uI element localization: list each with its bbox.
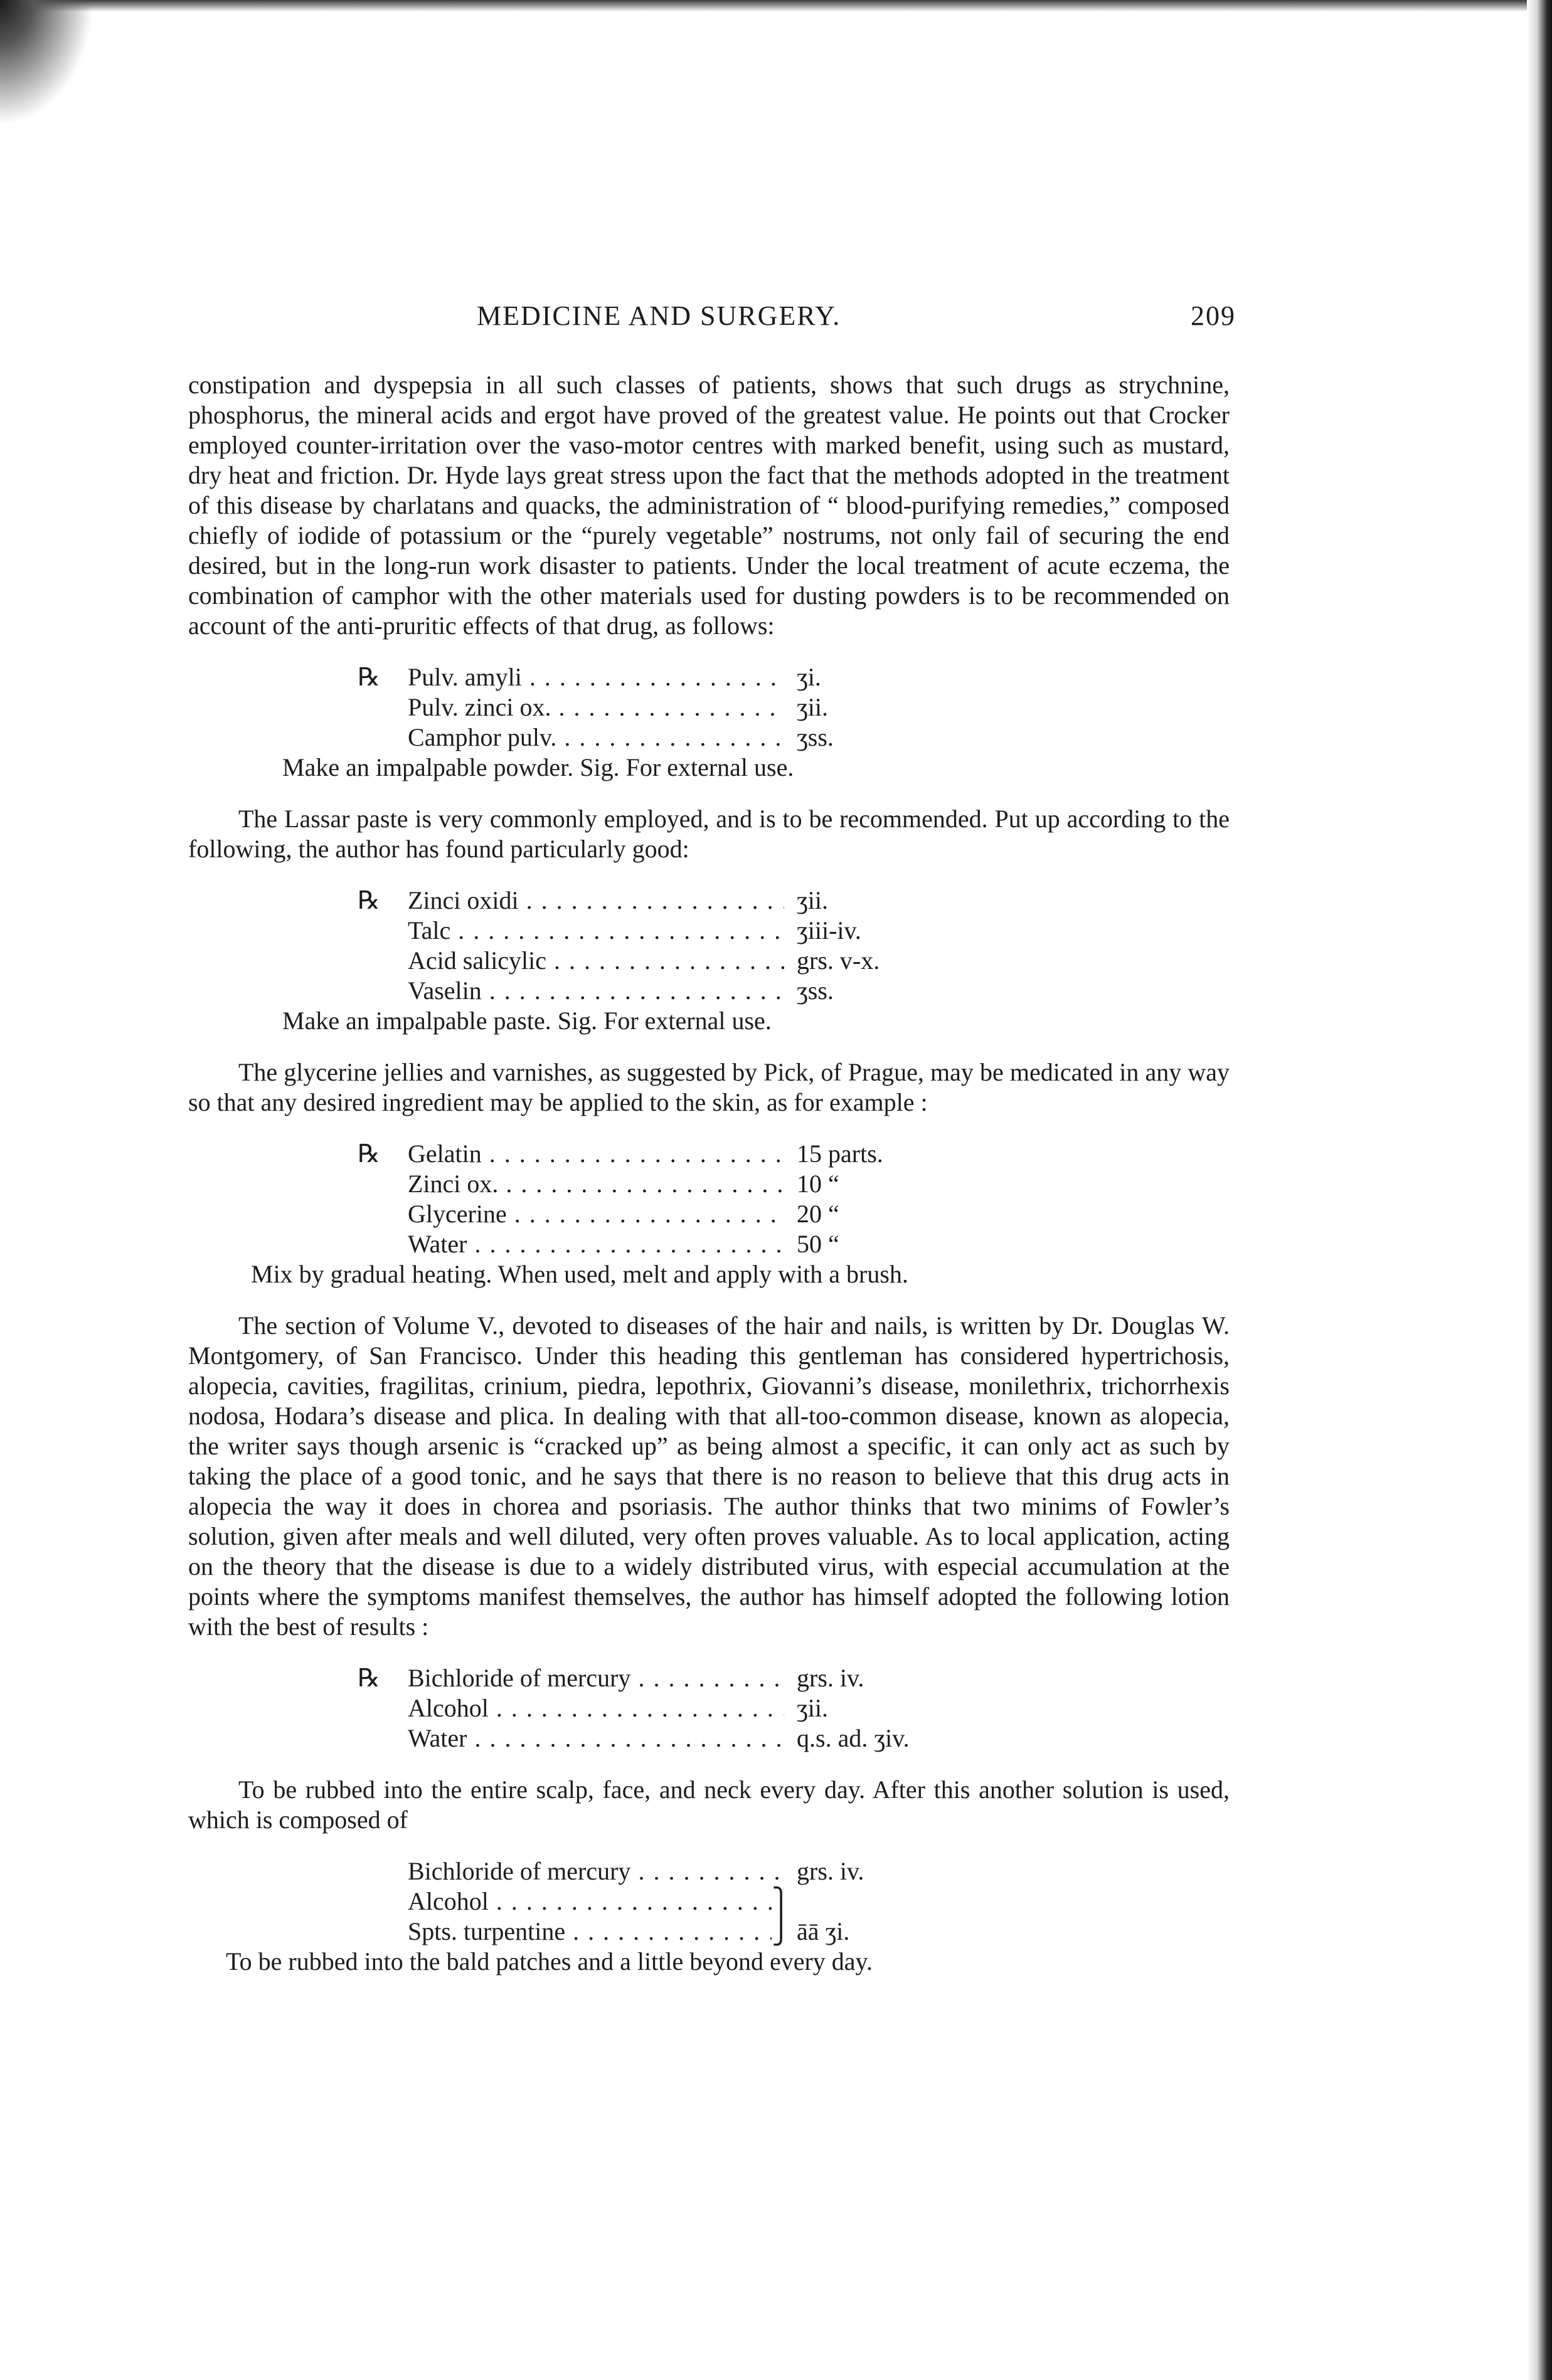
ingredient-quantity: ʒss. bbox=[797, 976, 834, 1005]
ingredient-quantity: ʒii. bbox=[797, 886, 828, 914]
paragraph-constipation: constipation and dyspepsia in all such classes of patients, shows that such drugs as strychnine, phosphorus, the mineral acids and ergot have proved of the greatest value. He points out that Crocker employed counter-irritation over the vaso-motor centres with marked benefit, using such as mustard, dry heat and friction. Dr. Hyde lays great stress upon the fact that the methods adopted in the treatment of this disease by charlatans and quacks, the administration of “ blood-purifying remedies,” composed chiefly of iodide of potassium or the “purely vegetable” nostrums, not only fail of securing the end desired, but in the long-run work disaster to patients. Under the local treatment of acute eczema, the combination of camphor with the other materials used for dusting powders is to be recommended on account of the anti-pruritic effects of that drug, as follows: bbox=[188, 371, 1230, 640]
prescription-item bbox=[358, 916, 985, 946]
brace-bottom: ⎭ bbox=[772, 1917, 790, 1945]
scan-shadow-top bbox=[0, 0, 1552, 11]
ingredient-quantity: ʒiii-iv. bbox=[797, 916, 861, 944]
recipe-symbol: ℞ bbox=[358, 663, 380, 691]
ingredient-name: Spts. turpentine . . . bbox=[408, 1917, 772, 1947]
ingredient-quantity: 20 “ bbox=[797, 1200, 839, 1228]
running-head-title: MEDICINE AND SURGERY. bbox=[477, 300, 841, 331]
ingredient-quantity bbox=[784, 1886, 972, 1917]
ingredient-name: Water . . . bbox=[408, 1229, 784, 1259]
recipe-symbol: ℞ bbox=[358, 1664, 380, 1692]
scan-corner-shadow bbox=[0, 0, 94, 125]
running-head bbox=[188, 300, 1236, 351]
ingredient-quantity: āā ʒi. bbox=[797, 1917, 850, 1945]
paragraph-hair-and-nails: The section of Volume V., devoted to diseases of the hair and nails, is written by Dr. Douglas W. Montgomery, of San Francisco. Under this heading this gentleman has considered hypertrichosis, alopecia, cavities, fragilitas, crinium, piedra, lepothrix, Giovanni’s disease, monilethrix, trichorrhexis nodosa, Hodara’s disease and plica. In dealing with that all-too-common disease, known as alopecia, the writer says though arsenic is “cracked up” as being almost a specific, it can only act as such by taking the place of a good tonic, and he says that there is no reason to believe that this drug acts in alopecia the way it does in chorea and psoriasis. The author thinks that two minims of Fowler’s solution, given after meals and well diluted, very often proves valuable. As to local application, acting on the theory that the disease is due to a widely distributed virus, with especial accumulation at the points where the symptoms manifest themselves, the author has himself adopted the following lotion with the best of results : bbox=[188, 1311, 1230, 1641]
ingredient-name: Pulv. zinci ox. . . . bbox=[408, 692, 784, 722]
prescription-item bbox=[358, 1199, 985, 1229]
prescription-item bbox=[358, 1723, 985, 1753]
ingredient-quantity: 10 “ bbox=[797, 1170, 839, 1198]
prescription-item bbox=[358, 722, 985, 753]
prescription-dusting-powder bbox=[358, 662, 985, 753]
ingredient-name: Bichloride of mercury . . . bbox=[408, 1663, 784, 1693]
prescription-note: Mix by gradual heating. When used, melt and apply with a brush. bbox=[251, 1260, 908, 1288]
prescription-item bbox=[358, 976, 985, 1006]
prescription-item bbox=[358, 1229, 985, 1259]
prescription-item bbox=[358, 662, 985, 692]
ingredient-quantity: 50 “ bbox=[797, 1230, 839, 1258]
ingredient-quantity: q.s. ad. ʒiv. bbox=[797, 1724, 910, 1752]
paragraph-scalp-rub: To be rubbed into the entire scalp, face, and neck every day. After this another solution is used, which is composed of bbox=[188, 1775, 1230, 1834]
ingredient-name: Zinci ox. . . . bbox=[408, 1169, 784, 1199]
prescription-second-solution bbox=[358, 1856, 985, 1947]
ingredient-name: Gelatin . . . bbox=[408, 1139, 784, 1169]
ingredient-quantity: grs. v-x. bbox=[797, 946, 880, 975]
ingredient-quantity: ʒii. bbox=[797, 1694, 828, 1722]
ingredient-quantity: ʒii. bbox=[797, 693, 828, 721]
prescription-item bbox=[358, 692, 985, 722]
prescription-item bbox=[358, 1663, 985, 1693]
ingredient-name: Alcohol . . . bbox=[408, 1693, 784, 1723]
prescription-item bbox=[358, 1169, 985, 1199]
recipe-symbol: ℞ bbox=[358, 1140, 380, 1168]
brace-top: ⎫ bbox=[772, 1887, 790, 1915]
prescription-lassar-paste bbox=[358, 886, 985, 1006]
paragraph-glycerine-jellies: The glycerine jellies and varnishes, as suggested by Pick, of Prague, may be medicated in any way so that any desired ingredient may be applied to the skin, as for example : bbox=[188, 1058, 1230, 1116]
ingredient-name: Water . . . bbox=[408, 1723, 784, 1753]
ingredient-quantity: ʒi. bbox=[797, 663, 821, 691]
prescription-item bbox=[358, 1139, 985, 1169]
ingredient-name: Bichloride of mercury . . . bbox=[408, 1856, 784, 1886]
ingredient-quantity: 15 parts. bbox=[797, 1140, 883, 1168]
ingredient-name: Alcohol . . . bbox=[408, 1886, 772, 1917]
prescription-item bbox=[358, 886, 985, 916]
prescription-note: Make an impalpable paste. Sig. For external use. bbox=[282, 1007, 772, 1035]
ingredient-name: Zinci oxidi . . . bbox=[408, 886, 784, 916]
ingredient-name: Camphor pulv. . . . bbox=[408, 722, 784, 753]
prescription-item bbox=[358, 1886, 985, 1917]
ingredient-quantity: grs. iv. bbox=[797, 1857, 864, 1885]
ingredient-name: Acid salicylic . . . bbox=[408, 946, 784, 976]
recipe-symbol: ℞ bbox=[358, 886, 380, 914]
prescription-note: To be rubbed into the bald patches and a little beyond every day. bbox=[226, 1947, 873, 1975]
ingredient-name: Vaselin . . . bbox=[408, 976, 784, 1006]
ingredient-name: Talc . . . bbox=[408, 916, 784, 946]
ingredient-name: Pulv. amyli . . . bbox=[408, 662, 784, 692]
ingredient-quantity: grs. iv. bbox=[797, 1664, 864, 1692]
prescription-item bbox=[358, 1693, 985, 1723]
prescription-glycerine-jelly bbox=[358, 1139, 985, 1259]
prescription-note: Make an impalpable powder. Sig. For external use. bbox=[282, 753, 794, 781]
prescription-item bbox=[358, 1856, 985, 1886]
prescription-item bbox=[358, 1917, 985, 1947]
paragraph-lassar-paste: The Lassar paste is very commonly employed, and is to be recommended. Put up according to the following, the author has found particularly good: bbox=[188, 805, 1230, 863]
ingredient-quantity: ʒss. bbox=[797, 723, 834, 751]
page-body bbox=[188, 300, 1236, 1977]
prescription-lotion bbox=[358, 1663, 985, 1753]
page-number: 209 bbox=[1191, 300, 1236, 331]
scan-binding-edge bbox=[1527, 0, 1552, 2380]
ingredient-name: Glycerine . . . bbox=[408, 1199, 784, 1229]
prescription-item bbox=[358, 946, 985, 976]
